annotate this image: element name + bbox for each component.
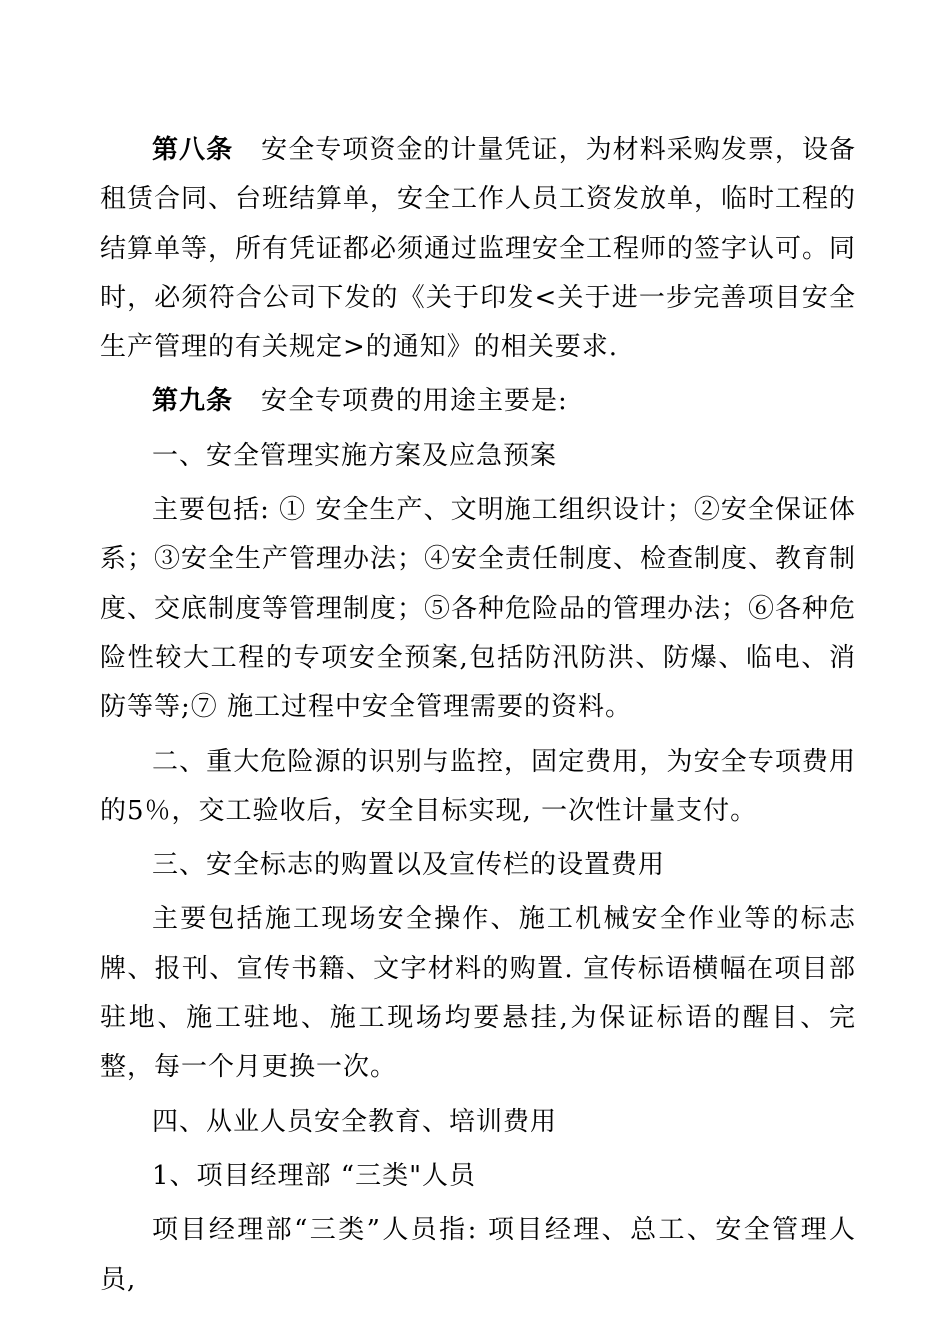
article-8-paragraph [100,126,856,372]
article-8-text: 安全专项资金的计量凭证，为材料采购发票，设备租赁合同、台班结算单，安全工作人员工资发放单，临时工程的结算单等，所有凭证都必须通过监理安全工程师的签字认可。同时，必须符合公司下发的《关于印发<关于进一步完善项目安全生产管理的有关规定>的通知》的相关要求. [100,135,857,363]
section-4-item-1-heading: 1、项目经理部 “三类"人员 [152,1160,477,1191]
article-9-text: 安全专项费的用途主要是: [261,386,568,417]
section-1-heading: 一、安全管理实施方案及应急预案 [152,440,558,471]
article-9-title: 第九条 [152,386,234,417]
section-3-heading: 三、安全标志的购置以及宣传栏的设置费用 [152,850,666,881]
document-body [100,126,856,1305]
article-9-paragraph [100,377,856,426]
article-8-title: 第八条 [152,135,234,165]
section-4-item-1-text: 项目经理部“三类”人员指: 项目经理、总工、安全管理人员, [100,1215,856,1295]
section-1-text: 主要包括: ① 安全生产、文明施工组织设计；②安全保证体系；③安全生产管理办法；④安全责任制度、检查制度、教育制度、交底制度等管理制度；⑤各种危险品的管理办法；⑥各种危险性较大工程的专项安全预案,包括防汛防洪、防爆、临电、消防等等;⑦ 施工过程中安全管理需要的资料。 [100,495,857,723]
section-2-text: 二、重大危险源的识别与监控，固定费用，为安全专项费用的5％，交工验收后，安全目标实现, 一次性计量支付。 [100,746,856,826]
section-3-text: 主要包括施工现场安全操作、施工机械安全作业等的标志牌、报刊、宣传书籍、文字材料的购置. 宣传标语横幅在项目部驻地、施工驻地、施工现场均要悬挂,为保证标语的醒目、完整，每一个月更换一次。 [100,904,856,1083]
section-4-heading: 四、从业人员安全教育、培训费用 [152,1106,558,1137]
